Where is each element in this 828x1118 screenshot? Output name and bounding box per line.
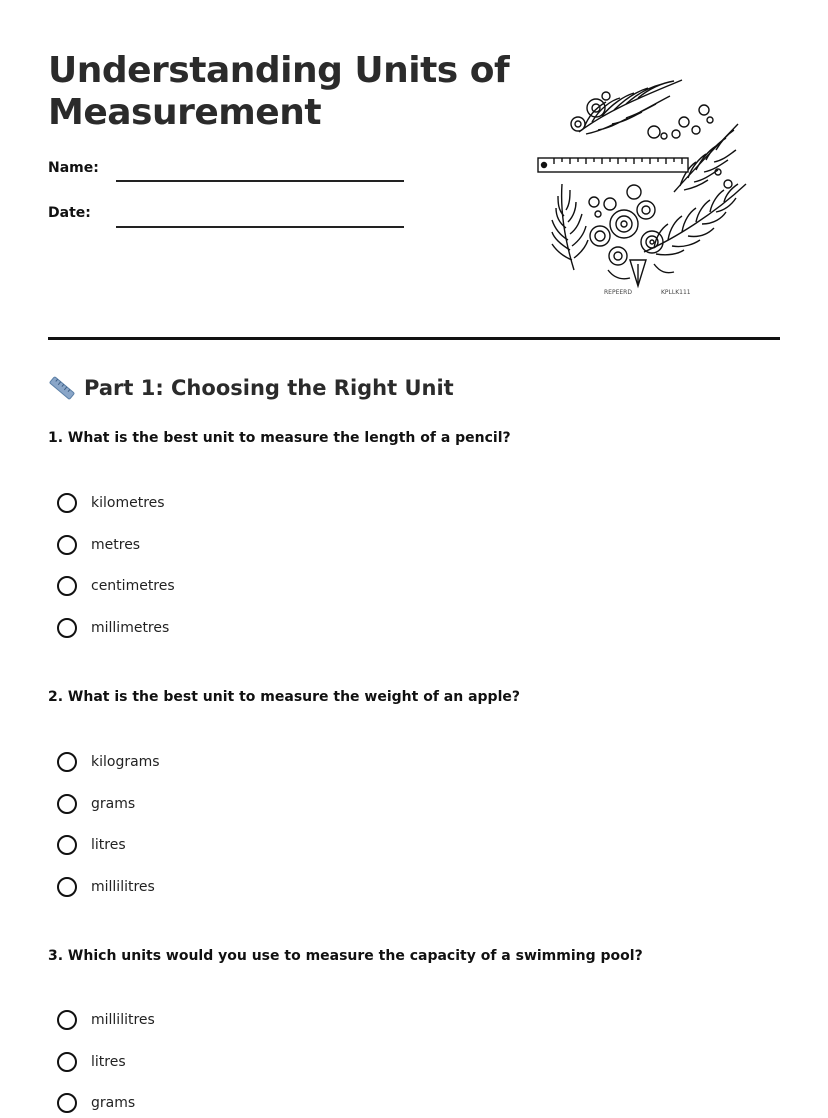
- option-label: grams: [91, 1095, 136, 1111]
- q1-option-1[interactable]: [57, 490, 165, 516]
- q2-option-1[interactable]: [57, 749, 160, 775]
- illustration-caption-right: KPLLK111: [661, 289, 691, 296]
- date-line[interactable]: [116, 226, 404, 228]
- option-label: litres: [91, 837, 126, 853]
- q1-option-4[interactable]: [57, 615, 169, 641]
- q3-option-2[interactable]: [57, 1049, 126, 1075]
- option-label: grams: [91, 796, 136, 812]
- q1-option-2[interactable]: [57, 532, 140, 558]
- radio-button[interactable]: [57, 794, 77, 814]
- question-2: 2. What is the best unit to measure the weight of an apple?: [48, 689, 520, 705]
- option-label: kilograms: [91, 754, 160, 770]
- q3-option-3[interactable]: [57, 1090, 135, 1116]
- option-label: litres: [91, 1054, 126, 1070]
- q3-option-1[interactable]: [57, 1007, 155, 1033]
- option-label: metres: [91, 537, 141, 553]
- illustration-caption-left: REPEERD: [604, 289, 632, 296]
- part1-title: Part 1: Choosing the Right Unit: [84, 376, 454, 400]
- radio-button[interactable]: [57, 493, 77, 513]
- worksheet-title: Understanding Units of Measurement: [48, 50, 510, 133]
- radio-button[interactable]: [57, 618, 77, 638]
- option-label: kilometres: [91, 495, 165, 511]
- q2-option-2[interactable]: [57, 791, 135, 817]
- part1-heading: [48, 374, 454, 402]
- radio-button[interactable]: [57, 1052, 77, 1072]
- option-label: millimetres: [91, 620, 170, 636]
- section-divider: [48, 337, 780, 340]
- date-label: Date:: [48, 205, 91, 221]
- fern-ruler-illustration: [534, 74, 754, 300]
- radio-button[interactable]: [57, 752, 77, 772]
- q2-option-4[interactable]: [57, 874, 155, 900]
- question-3: 3. Which units would you use to measure the capacity of a swimming pool?: [48, 948, 643, 964]
- radio-button[interactable]: [57, 1010, 77, 1030]
- q1-option-3[interactable]: [57, 573, 175, 599]
- radio-button[interactable]: [57, 535, 77, 555]
- radio-button[interactable]: [57, 1093, 77, 1113]
- ruler-icon: [48, 374, 76, 402]
- radio-button[interactable]: [57, 835, 77, 855]
- question-1: 1. What is the best unit to measure the length of a pencil?: [48, 430, 511, 446]
- radio-button[interactable]: [57, 576, 77, 596]
- option-label: centimetres: [91, 578, 175, 594]
- option-label: millilitres: [91, 1012, 155, 1028]
- name-label: Name:: [48, 160, 99, 176]
- option-label: millilitres: [91, 879, 155, 895]
- q2-option-3[interactable]: [57, 832, 126, 858]
- radio-button[interactable]: [57, 877, 77, 897]
- name-line[interactable]: [116, 180, 404, 182]
